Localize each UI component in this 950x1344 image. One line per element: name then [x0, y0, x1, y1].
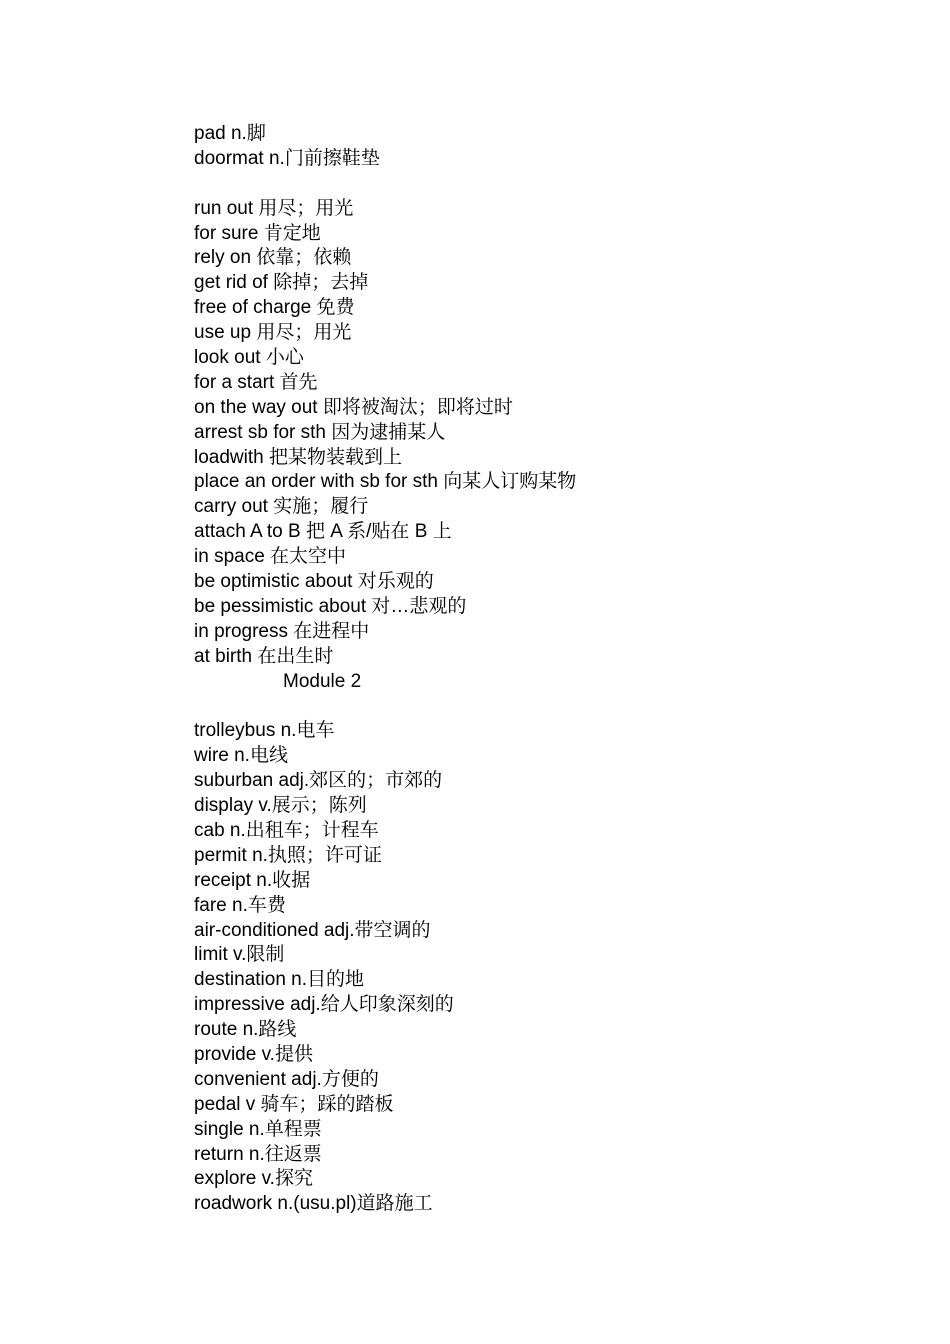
vocab-entry: wire n.电线: [194, 745, 288, 767]
vocab-entry: for sure 肯定地: [194, 222, 321, 244]
vocab-entry: in space 在太空中: [194, 546, 347, 568]
vocab-entry: trolleybus n.电车: [194, 720, 335, 742]
vocab-entry: be optimistic about 对乐观的: [194, 571, 434, 593]
vocabulary-list: [194, 122, 894, 1217]
vocab-entry: loadwith 把某物装载到上: [194, 446, 402, 468]
vocab-entry: provide v.提供: [194, 1043, 313, 1065]
vocab-entry: attach A to B 把 A 系/贴在 B 上: [194, 521, 452, 543]
vocab-entry: carry out 实施；履行: [194, 496, 369, 518]
vocab-entry: limit v.限制: [194, 944, 285, 966]
vocab-entry: get rid of 除掉；去掉: [194, 272, 369, 294]
vocab-entry: impressive adj.给人印象深刻的: [194, 994, 454, 1016]
vocab-entry: use up 用尽；用光: [194, 322, 352, 344]
vocab-entry: convenient adj.方便的: [194, 1068, 379, 1090]
vocab-entry: destination n.目的地: [194, 969, 365, 991]
module-heading: Module 2: [283, 670, 362, 692]
vocab-entry: cab n.出租车；计程车: [194, 819, 379, 841]
blank-line: [194, 172, 894, 197]
vocab-entry: free of charge 免费: [194, 297, 355, 319]
blank-line: [194, 694, 894, 719]
vocab-entry: run out 用尽；用光: [194, 197, 354, 219]
vocab-entry: roadwork n.(usu.pl)道路施工: [194, 1193, 433, 1215]
vocab-group-phrases: [194, 197, 894, 670]
vocab-entry: suburban adj.郊区的；市郊的: [194, 770, 443, 792]
vocab-entry: for a start 首先: [194, 371, 318, 393]
vocab-entry: single n.单程票: [194, 1118, 322, 1140]
vocab-entry: fare n.车费: [194, 894, 286, 916]
vocab-entry: route n.路线: [194, 1019, 297, 1041]
vocab-entry: pedal v 骑车；踩的踏板: [194, 1093, 394, 1115]
vocab-entry: on the way out 即将被淘汰；即将过时: [194, 396, 513, 418]
vocab-entry: place an order with sb for sth 向某人订购某物: [194, 471, 577, 493]
vocab-entry: air-conditioned adj.带空调的: [194, 919, 431, 941]
vocab-entry: arrest sb for sth 因为逮捕某人: [194, 421, 446, 443]
vocab-entry: doormat n.门前擦鞋垫: [194, 147, 380, 169]
vocab-group-nouns: [194, 122, 894, 172]
vocab-entry: pad n.脚: [194, 123, 266, 144]
vocab-entry: rely on 依靠；依赖: [194, 247, 352, 269]
vocab-entry: display v.展示；陈列: [194, 795, 367, 817]
vocab-entry: be pessimistic about 对…悲观的: [194, 595, 467, 617]
vocab-entry: at birth 在出生时: [194, 645, 334, 667]
vocab-entry: in progress 在进程中: [194, 620, 370, 642]
vocab-entry: explore v.探究: [194, 1168, 313, 1190]
vocab-entry: receipt n.收据: [194, 869, 311, 891]
vocab-entry: return n.往返票: [194, 1143, 322, 1165]
vocab-entry: look out 小心: [194, 347, 304, 369]
vocab-entry: permit n.执照；许可证: [194, 844, 382, 866]
vocab-group-module-2: [194, 719, 894, 1217]
